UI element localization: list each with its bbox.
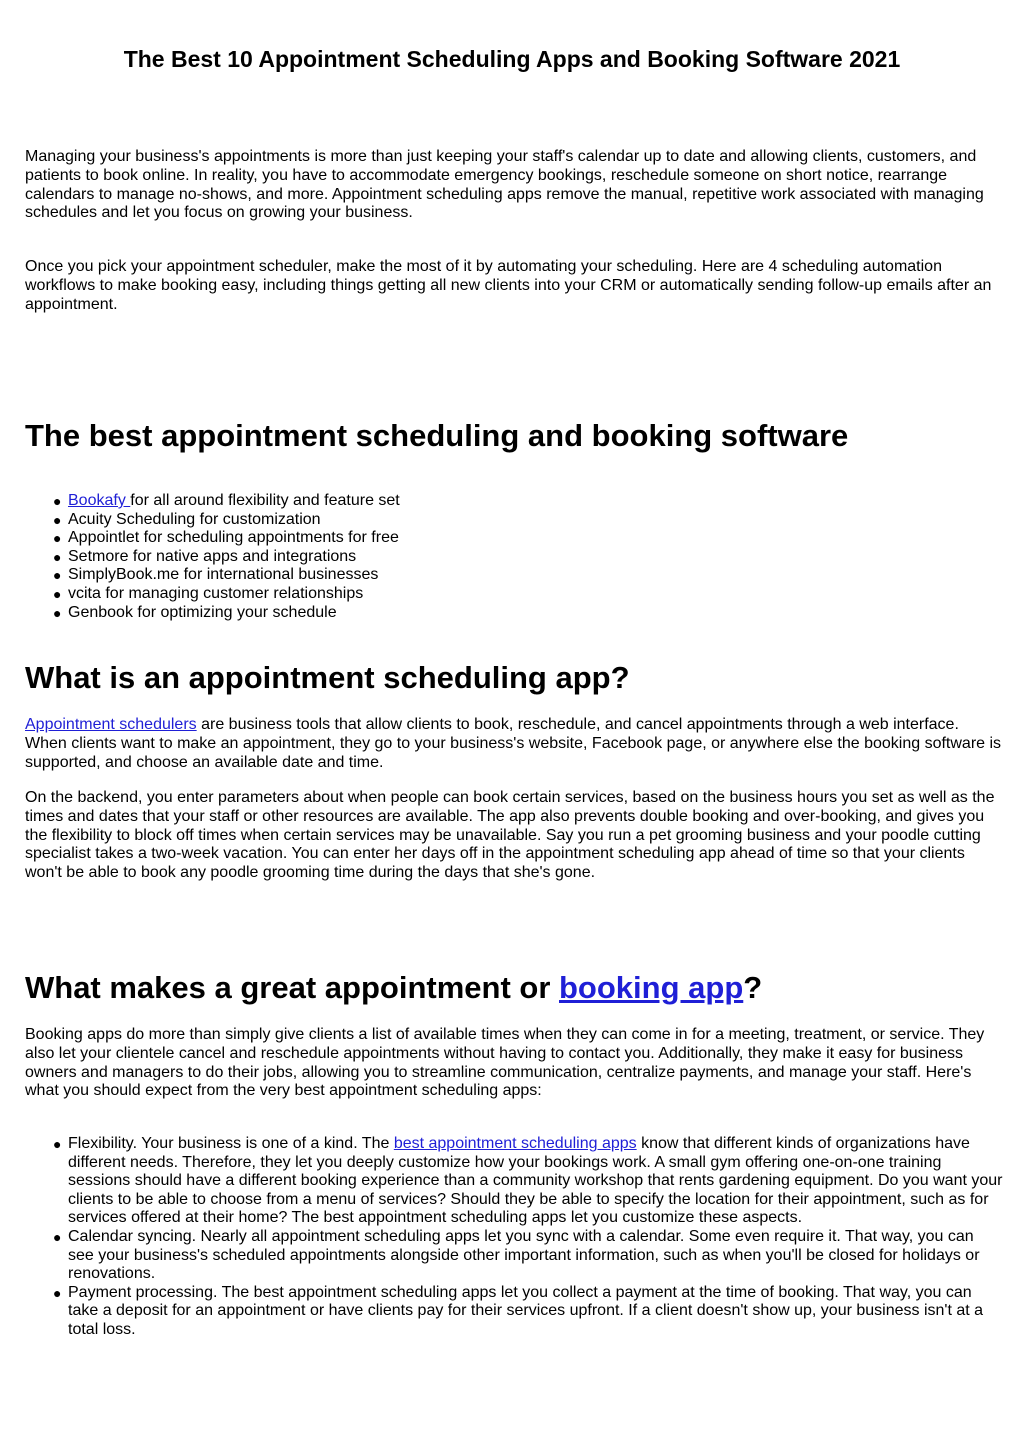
what-is-paragraph-1-text: are business tools that allow clients to book, reschedule, and cancel appointments through a web interface. When clients want to make an appointment, they go to your business's website, Facebook page, or anywhere else the booking software is supported, and choose an available date and time.	[25, 716, 1002, 771]
list-item	[53, 492, 1003, 511]
list-item	[53, 1135, 1003, 1228]
section-heading-what-is: What is an appointment scheduling app?	[25, 660, 630, 695]
best-apps-link[interactable]: best appointment scheduling apps	[393, 1135, 637, 1152]
bullet-icon: ●	[53, 1136, 62, 1152]
list-item	[53, 1284, 1003, 1340]
list-item-text-end: know that different kinds of organizations have different needs. Therefore, they let you deeply customize how your bookings work. A small gym offering one-on-one training sessions should have a different booking experience than a community workshop that rents gardening equipment. Do you want your clients to be able to choose from a menu of services? Should they be able to specify the location for their appointment, such as for services offered at their home? The best appointment scheduling apps let you customize these aspects.	[68, 1135, 1003, 1227]
bullet-icon: ●	[53, 511, 62, 528]
list-item	[53, 604, 1003, 623]
list-item	[53, 511, 1003, 530]
what-is-paragraph-2: On the backend, you enter parameters about when people can book certain services, based on the business hours you set as well as the times and dates that your staff or other resources are available. The app also prevents double booking and over-booking, and gives you the flexibility to block off times when certain services may be unavailable. Say you run a pet grooming business and your poodle cutting specialist takes a two-week vacation. You can enter her days off in the appointment scheduling app ahead of time so that your clients won't be able to book any poodle grooming time during the days that she's gone.	[25, 789, 995, 882]
bullet-icon: ●	[53, 604, 62, 621]
intro-paragraph-1: Managing your business's appointments is more than just keeping your staff's calendar up to date and allowing clients, customers, and patients to book online. In reality, you have to accommodate emergency bookings, reschedule someone on short notice, rearrange calendars to manage no-shows, and more. Appointment scheduling apps remove the manual, repetitive work associated with managing schedules and let you focus on growing your business.	[25, 148, 984, 222]
bookafy-link[interactable]: Bookafy	[68, 492, 131, 509]
intro-paragraph-2: Once you pick your appointment scheduler, make the most of it by automating your scheduling. Here are 4 scheduling automation workflows to make booking easy, including things getting all new clients into your CRM or automatically sending follow-up emails after an appointment.	[25, 258, 992, 313]
list-item-text: SimplyBook.me for international businesses	[68, 566, 379, 584]
list-item	[53, 548, 1003, 567]
list-item-text: for all around flexibility and feature set	[130, 492, 400, 509]
list-item	[53, 529, 1003, 548]
what-is-paragraph-1	[25, 716, 1003, 772]
bullet-icon: ●	[53, 1284, 62, 1301]
heading-text: What makes a great appointment or	[25, 970, 559, 1005]
bullet-icon: ●	[53, 585, 62, 602]
bullet-icon: ●	[53, 493, 62, 509]
heading-text-end: ?	[743, 970, 763, 1005]
list-item-text: Calendar syncing. Nearly all appointment scheduling apps let you sync with a calendar. Some even require it. That way, you can see your business's scheduled appointments alongside other important information, such as when you'll be closed for holidays or renovations.	[68, 1227, 980, 1283]
great-app-paragraph: Booking apps do more than simply give clients a list of available times when they can come in for a meeting, treatment, or service. They also let your clientele cancel and reschedule appointments without having to contact you. Additionally, they make it easy for business owners and managers to do their jobs, allowing you to streamline communication, centralize payments, and manage your staff. Here's what you should expect from the very best appointment scheduling apps:	[25, 1026, 985, 1100]
bullet-icon: ●	[53, 1228, 62, 1245]
list-item-text: vcita for managing customer relationships	[68, 584, 364, 602]
list-item	[53, 1228, 1003, 1284]
list-item	[53, 585, 1003, 604]
software-list	[53, 492, 1003, 622]
list-item-text: Genbook for optimizing your schedule	[68, 603, 337, 621]
booking-app-link[interactable]: booking app	[559, 970, 744, 1005]
appointment-schedulers-link[interactable]: Appointment schedulers	[25, 716, 197, 733]
bullet-icon: ●	[53, 567, 62, 584]
section-heading-best-software: The best appointment scheduling and booking software	[25, 418, 849, 453]
list-item-text: Payment processing. The best appointment scheduling apps let you collect a payment at the time of booking. That way, you can take a deposit for an appointment or have clients pay for their services upfront. If a client doesn't show up, your business isn't at a total loss.	[68, 1283, 984, 1338]
document-title: The Best 10 Appointment Scheduling Apps and Booking Software 2021	[123, 46, 901, 72]
section-heading-great-app	[25, 969, 762, 1007]
bullet-icon: ●	[53, 548, 62, 565]
list-item-text: Acuity Scheduling for customization	[68, 510, 321, 528]
list-item-text: Appointlet for scheduling appointments for free	[68, 529, 399, 547]
features-list	[53, 1135, 1003, 1340]
list-item	[53, 566, 1003, 585]
bullet-icon: ●	[53, 530, 62, 547]
list-item-text: Flexibility. Your business is one of a kind. The	[68, 1135, 394, 1152]
list-item-text: Setmore for native apps and integrations	[68, 547, 357, 565]
